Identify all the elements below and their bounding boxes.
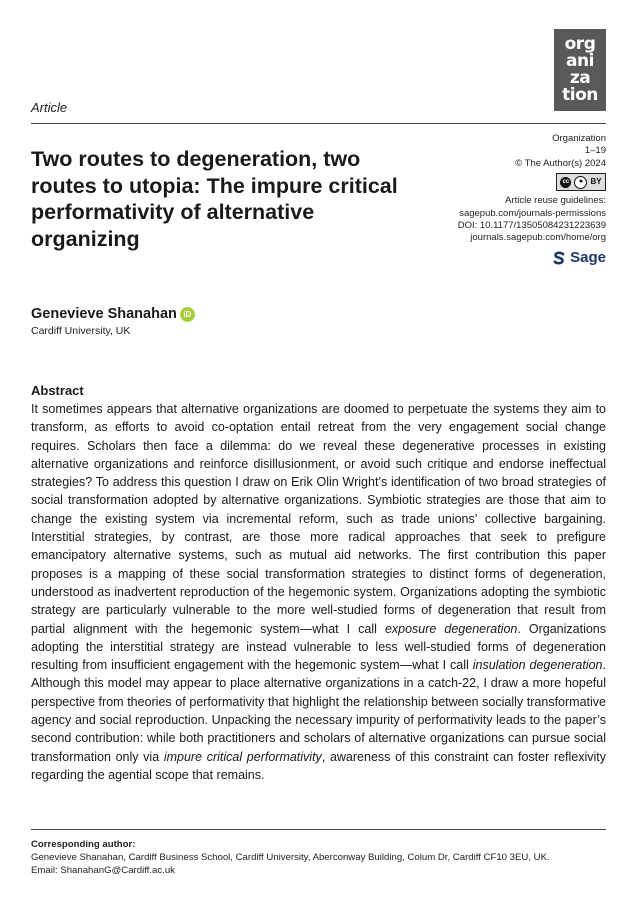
cc-license-badge[interactable] (556, 173, 606, 191)
term-exposure-degeneration: exposure degeneration (384, 621, 518, 636)
orcid-icon[interactable]: iD (180, 307, 195, 322)
logo-line-2: ani (566, 51, 594, 71)
abstract-part-4: , awareness of this constraint can foster reflexivity regarding the agential scope that remains. (31, 749, 607, 782)
article-title: Two routes to degeneration, two routes to utopia: The impure critical performativity of alternative organizing (31, 147, 398, 251)
reuse-guidelines-label: Article reuse guidelines: (505, 195, 606, 207)
author-line (31, 306, 195, 322)
article-type-label: Article (31, 100, 68, 115)
term-insulation-degeneration: insulation degeneration (472, 658, 603, 673)
by-person-icon: ● (574, 176, 587, 189)
cc-icon: cc (560, 177, 571, 188)
corresponding-author-address: Genevieve Shanahan, Cardiff Business School, Cardiff University, Aberconway Building, Colum Dr, Cardiff CF10 3EU, UK. (31, 852, 550, 863)
footer-divider (31, 829, 606, 830)
publisher-name: Sage (570, 248, 606, 266)
copyright: © The Author(s) 2024 (515, 157, 606, 169)
sage-s-icon (552, 251, 566, 265)
author-name: Genevieve Shanahan (31, 306, 177, 322)
abstract-text (31, 400, 606, 784)
journal-logo (554, 29, 606, 111)
journal-name: Organization (552, 133, 606, 144)
abstract-part-3: . Although this model may appear to place alternative organizations in a catch-22, I draw a more hopeful perspective from theories of performativity that highlight the relationship between socially transformative agency and social reproduction. Unpacking the necessary impurity of performativity leads to the paper’s second contribution: while both practitioners and scholars of alternative organizations can pursue social transformation only via (31, 658, 606, 764)
abstract-part-1: It sometimes appears that alternative organizations are doomed to perpetuate the systems they aim to transform, as efforts to avoid co-optation entail retreat from the very engagement social change requires. Scholars then face a dilemma: do we reveal these degenerative processes in existing alternative organizations and reinforce disillusionment, or avoid such critique and endorse ineffectual strategies? To address this question I draw on Erik Olin Wright’s identification of two broad strategies of social transformation adopted by alternative organizations. Symbiotic strategies are those that aim to change the existing system via incremental reform, such as trade unions’ collective bargaining. Interstitial strategies, by contrast, are those more radical approaches that seek to prefigure emancipatory alternative systems, such as mutual aid networks. The first contribution this paper proposes is a mapping of these social transformation strategies to distinct forms of degeneration, understood as inadvertent reproduction of the hegemonic system. Organizations adopting the symbiotic strategy are particularly vulnerable to the more well-studied forms of degeneration that result from partial alignment with the hegemonic system—what I call (31, 402, 606, 636)
term-impure-critical-performativity: impure critical performativity (163, 749, 322, 764)
cc-by-label: BY (590, 177, 602, 187)
corresponding-author (31, 838, 611, 877)
corresponding-author-heading: Corresponding author: (31, 839, 136, 850)
abstract-part-2: . Organizations adopting the interstitial strategy are instead vulnerable to less well-studied forms of degeneration resulting from insufficient engagement with the hegemonic system—what I call (31, 621, 606, 673)
author-affiliation: Cardiff University, UK (31, 325, 131, 337)
doi-link[interactable]: DOI: 10.1177/13505084231223639 (457, 220, 606, 232)
corresponding-author-email[interactable]: Email: ShanahanG@Cardiff.ac.uk (31, 865, 175, 876)
journal-home-link[interactable]: journals.sagepub.com/home/org (470, 232, 606, 244)
page-range: 1–19 (584, 145, 606, 157)
logo-line-1: org (564, 34, 596, 54)
logo-line-4: tion (562, 85, 598, 105)
sage-logo (552, 248, 606, 266)
article-metadata (386, 133, 606, 269)
header-divider (31, 123, 606, 124)
reuse-guidelines-link[interactable]: sagepub.com/journals-permissions (459, 207, 606, 219)
abstract-heading: Abstract (31, 383, 84, 398)
logo-line-3: za (569, 68, 591, 88)
